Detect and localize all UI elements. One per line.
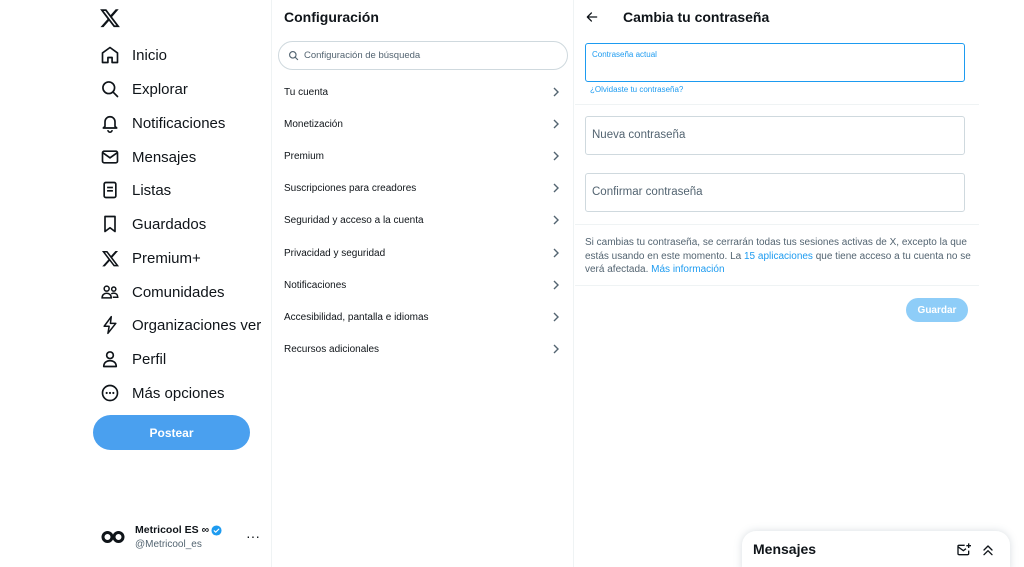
settings-item-accesibilidad[interactable] [272, 301, 573, 333]
divider [575, 224, 979, 225]
more-circle-icon [99, 382, 121, 404]
person-icon [99, 348, 121, 370]
settings-item-label: Recursos adicionales [284, 343, 380, 355]
settings-item-label: Monetización [284, 118, 343, 130]
mail-icon [99, 146, 121, 168]
nav-item-organizaciones[interactable] [99, 310, 271, 340]
forgot-password-link[interactable]: ¿Olvidaste tu contraseña? [590, 85, 684, 94]
nav-item-label: Premium+ [132, 249, 201, 267]
current-password-field[interactable] [585, 43, 965, 82]
password-info-text [585, 236, 971, 277]
new-message-icon[interactable] [956, 542, 972, 558]
nav-item-explorar[interactable] [99, 74, 271, 104]
nav-item-inicio[interactable] [99, 40, 271, 70]
divider [575, 104, 979, 105]
nav-item-label: Mensajes [132, 148, 197, 166]
nav-item-comunidades[interactable] [99, 277, 271, 307]
current-password-label: Contraseña actual [592, 50, 657, 59]
nav-item-label: Organizaciones ver [132, 316, 262, 334]
chevron-right-icon [551, 344, 561, 354]
nav-item-mensajes[interactable] [99, 142, 271, 172]
nav-item-premium-plus[interactable] [99, 243, 271, 273]
settings-item-label: Premium [284, 150, 325, 162]
settings-item-label: Accesibilidad, pantalla e idiomas [284, 311, 429, 323]
settings-item-label: Tu cuenta [284, 86, 329, 98]
settings-column [272, 0, 574, 567]
chevron-right-icon [551, 312, 561, 322]
settings-item-privacidad[interactable] [272, 237, 573, 269]
confirm-password-label: Confirmar contraseña [592, 186, 703, 198]
nav-item-label: Explorar [132, 80, 188, 98]
settings-item-suscripciones[interactable] [272, 172, 573, 204]
nav-item-listas[interactable] [99, 175, 271, 205]
settings-item-tu-cuenta[interactable] [272, 76, 573, 108]
chevron-right-icon [551, 280, 561, 290]
chevron-right-icon [551, 87, 561, 97]
nav-item-mas-opciones[interactable] [99, 378, 271, 408]
settings-item-recursos[interactable] [272, 333, 573, 365]
settings-item-label: Privacidad y seguridad [284, 247, 386, 259]
nav-item-label: Comunidades [132, 283, 225, 301]
nav-item-perfil[interactable] [99, 344, 271, 374]
page-title: Configuración [284, 9, 379, 25]
info-text-part: Si cambias tu contraseña, se cerrarán todas tus sesiones activas de X, excepto la que estás usando en este momento. La [585, 237, 967, 262]
search-input[interactable] [304, 50, 554, 61]
post-button[interactable]: Postear [93, 415, 250, 450]
new-password-label: Nueva contraseña [592, 129, 686, 141]
more-info-link[interactable]: Más información [651, 264, 725, 275]
settings-item-notificaciones[interactable] [272, 269, 573, 301]
avatar [100, 524, 126, 550]
nav-item-label: Más opciones [132, 384, 225, 402]
account-infinity: ∞ [201, 524, 210, 536]
search-icon [99, 78, 121, 100]
settings-item-premium[interactable] [272, 140, 573, 172]
nav-item-label: Inicio [132, 46, 168, 64]
apps-link[interactable]: 15 aplicaciones [744, 250, 813, 262]
list-icon [99, 179, 121, 201]
search-icon [288, 50, 300, 62]
lightning-icon [99, 314, 121, 336]
nav-item-guardados[interactable] [99, 209, 271, 239]
nav-item-label: Guardados [132, 215, 207, 233]
x-logo-icon[interactable] [99, 7, 123, 31]
chevron-right-icon [551, 248, 561, 258]
bell-icon [99, 112, 121, 134]
settings-search[interactable] [278, 41, 568, 70]
nav-item-notificaciones[interactable] [99, 108, 271, 138]
settings-item-label: Notificaciones [284, 279, 347, 291]
account-display-name: Metricool ES [135, 524, 199, 536]
verified-badge-icon [211, 525, 222, 536]
settings-item-seguridad[interactable] [272, 204, 573, 236]
messages-drawer-title: Mensajes [753, 541, 817, 557]
home-icon [99, 44, 121, 66]
current-password-input[interactable] [592, 65, 952, 77]
settings-item-label: Seguridad y acceso a la cuenta [284, 214, 424, 226]
expand-up-icon[interactable] [980, 542, 996, 558]
nav-item-label: Listas [132, 181, 172, 199]
bookmark-icon [99, 213, 121, 235]
nav-item-label: Notificaciones [132, 114, 226, 132]
left-navigation [0, 0, 272, 567]
x-logo-icon [99, 247, 121, 269]
settings-item-label: Suscripciones para creadores [284, 182, 417, 194]
account-handle: @Metricool_es [135, 539, 202, 550]
info-text-part: que tiene acceso a tu cuenta no se verá afectada. [585, 250, 971, 275]
settings-item-monetizacion[interactable] [272, 108, 573, 140]
chevron-right-icon [551, 119, 561, 129]
account-name [135, 524, 222, 536]
confirm-password-field[interactable] [585, 173, 965, 212]
save-button[interactable]: Guardar [906, 298, 968, 322]
divider [575, 285, 979, 286]
account-info [135, 524, 222, 550]
communities-icon [99, 281, 121, 303]
change-password-panel [575, 0, 979, 567]
chevron-right-icon [551, 151, 561, 161]
chevron-right-icon [551, 215, 561, 225]
new-password-field[interactable] [585, 116, 965, 155]
nav-item-label: Perfil [132, 350, 167, 368]
chevron-right-icon [551, 183, 561, 193]
messages-drawer[interactable] [742, 531, 1010, 567]
back-arrow-icon[interactable] [585, 10, 599, 24]
account-more-icon[interactable]: ··· [246, 528, 260, 544]
account-switcher[interactable] [100, 517, 272, 557]
page-title: Cambia tu contraseña [623, 9, 770, 25]
